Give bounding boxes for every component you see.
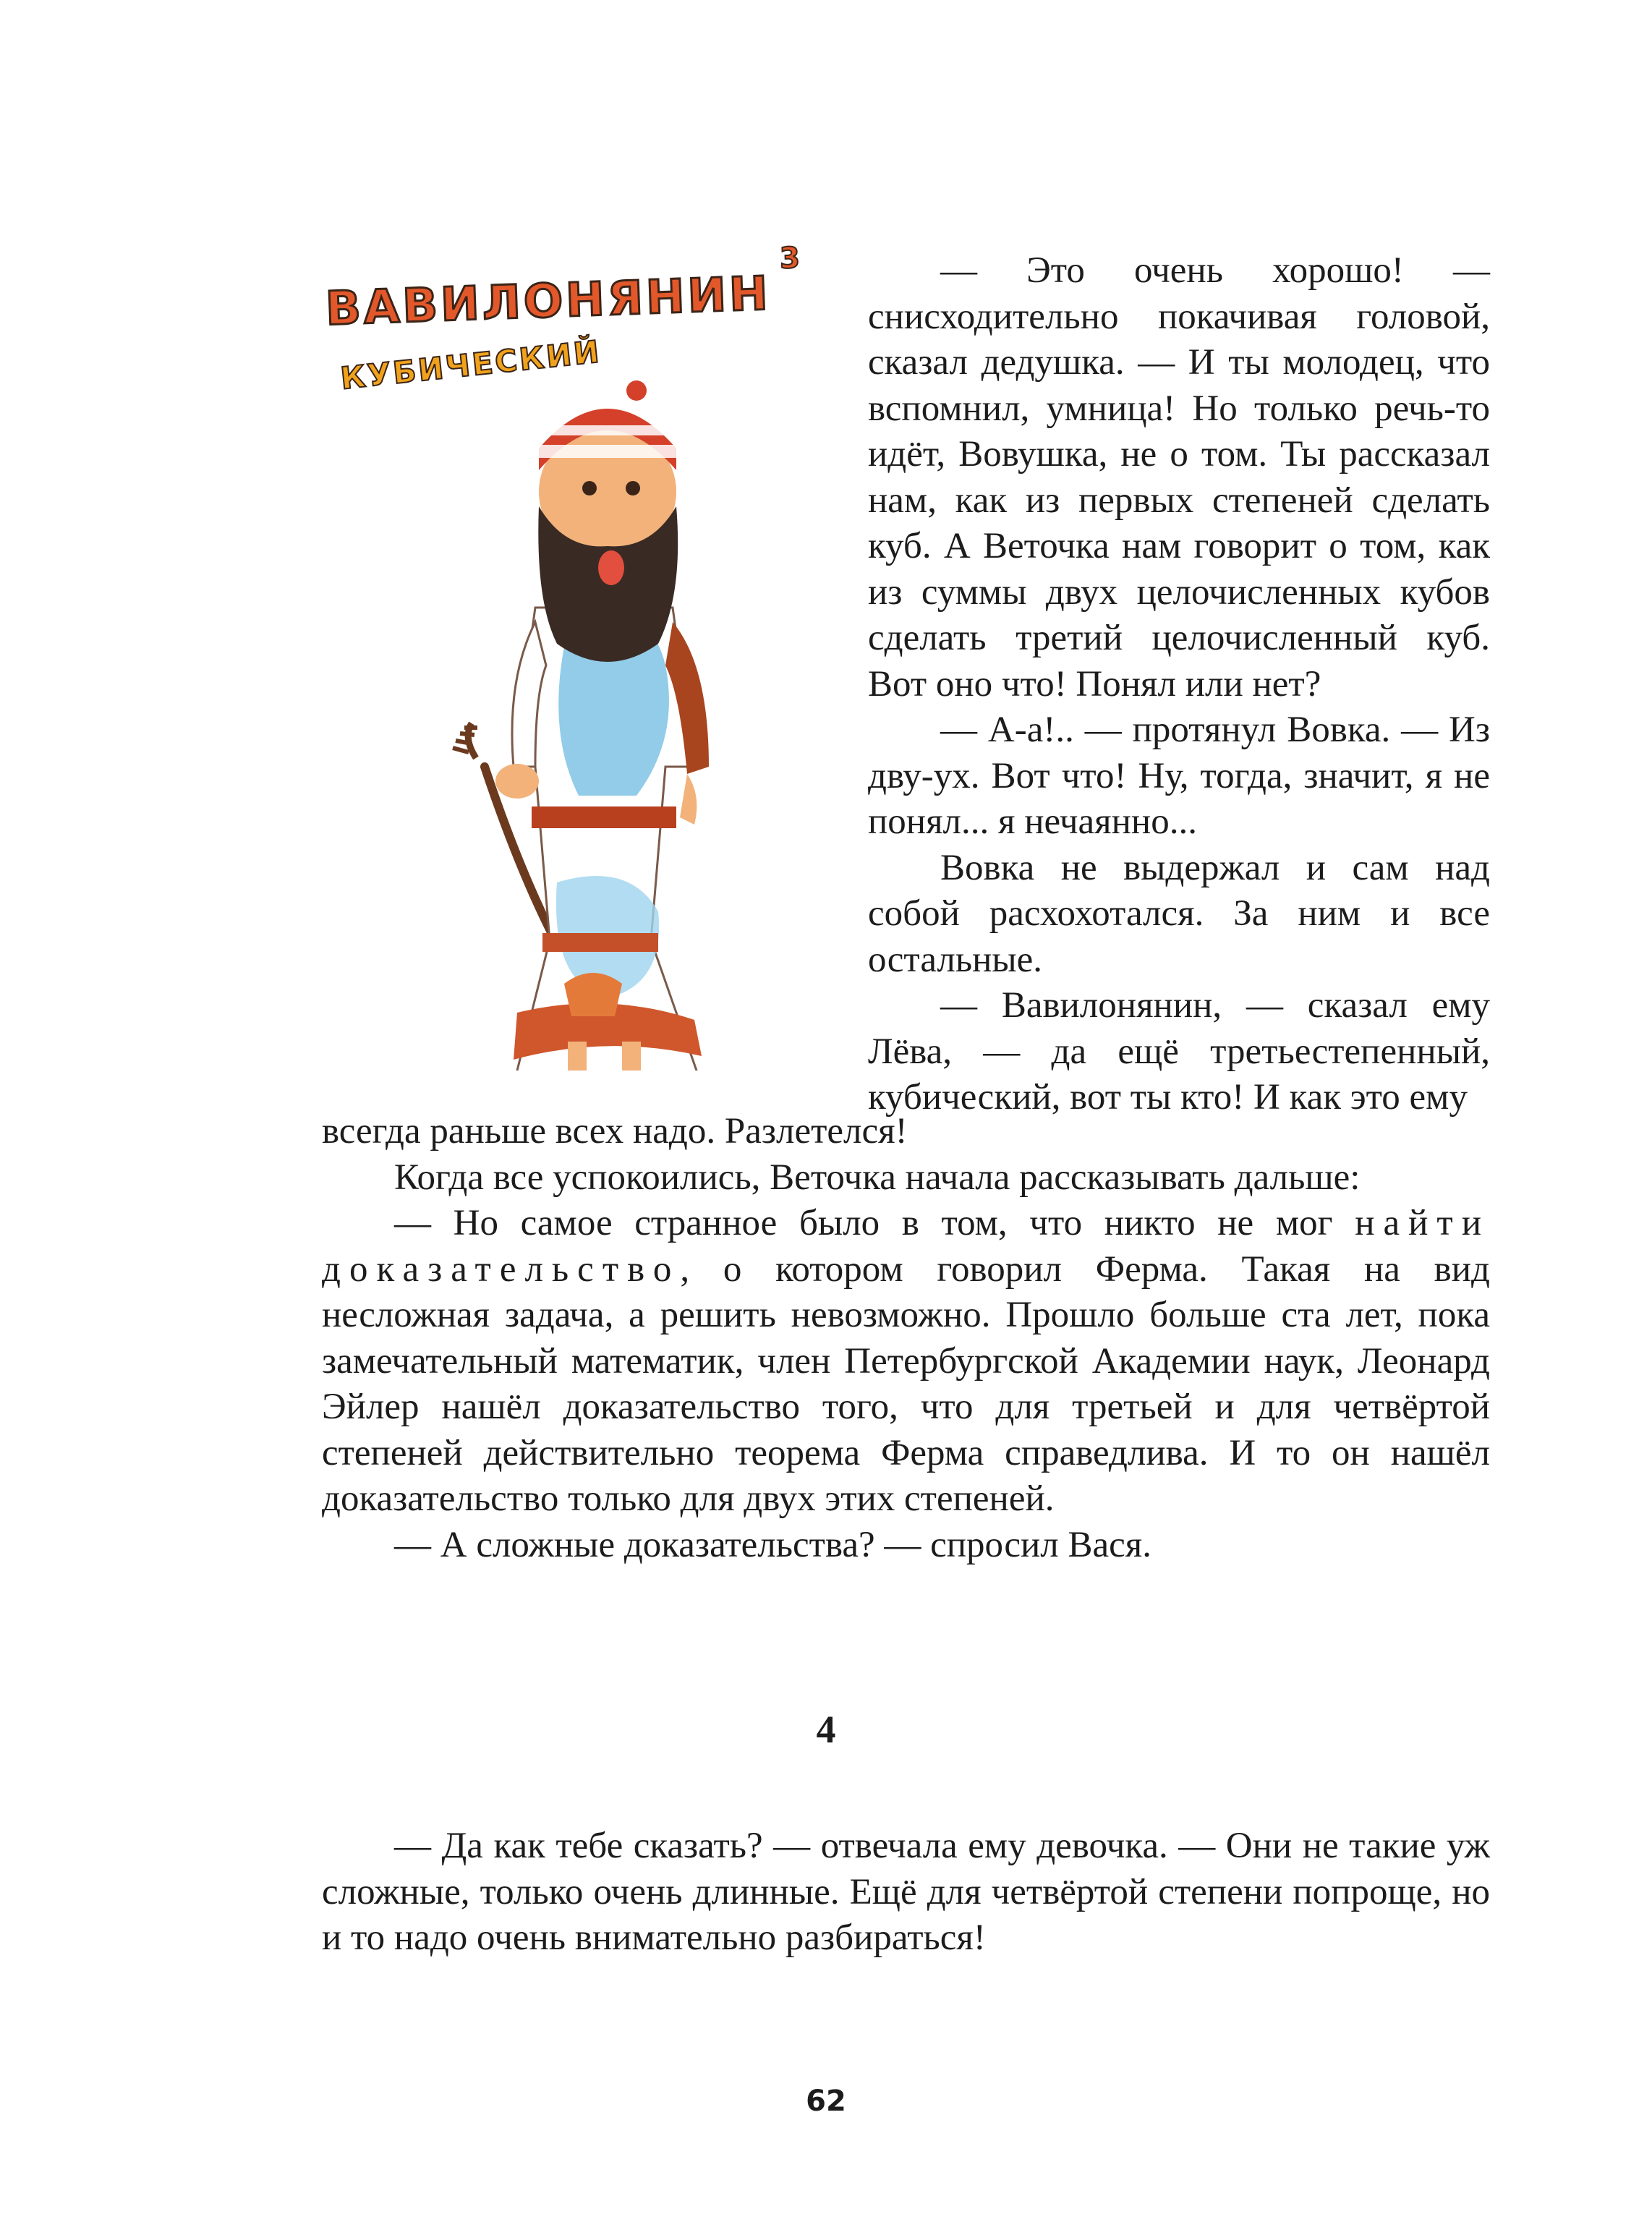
bottom-text [322,1823,1490,1962]
text-span: — Но самое странное было в том, что никто не мог [394,1203,1355,1243]
babylonian-illustration [311,239,803,1070]
right-column-text [868,248,1490,1121]
emphasized-text: найти доказательство [322,1203,1490,1290]
paragraph: Вовка не выдержал и сам над собой расхохотался. За ним и все остальные. [868,847,1490,980]
paragraph-continuation: всегда раньше всех надо. Разлетелся! [322,1111,908,1152]
babylonian-figure-drawing [391,362,796,1070]
chapter-number: 4 [816,1708,836,1751]
paragraph: — Да как тебе сказать? — отвечала ему девочка. — Они не такие уж сложные, только очень длинные. Ещё для четвёртой степени попроще, но и то надо очень внимательно разбираться! [322,1826,1490,1958]
illustration-title-superscript: 3 [779,241,804,276]
paragraph: Когда все успокоились, Веточка начала рассказывать дальше: [394,1157,1361,1198]
text-span: , о котором говорил Ферма. Такая на вид несложная задача, а решить невозможно. Прошло больше ста лет, пока замечательный математик, член Петербургской Академии наук, Леонард Эйлер нашёл доказательство того, что для третьей и для четвёртой степеней действительно теорема Ферма справедлива. И то он нашёл доказательство только для двух этих степеней. [322,1248,1490,1519]
page-number: 62 [806,2085,846,2118]
paragraph: — А-а!.. — протянул Вовка. — Из дву-ух. Вот что! Ну, тогда, значит, я не понял... я нечаянно... [868,710,1490,842]
main-text [322,1109,1490,1568]
paragraph: — Вавилонянин, — сказал ему Лёва, — да ещё третьестепенный, кубический, вот ты кто! И как это ему [868,985,1490,1118]
illustration-subtitle: КУБИЧЕСКИЙ [339,333,603,396]
paragraph: — Это очень хорошо! — снисходительно покачивая головой, сказал дедушка. — И ты молодец, что вспомнил, умница! Но только речь-то идёт, Вовушка, не о том. Ты рассказал нам, как из первых степеней сделать куб. А Веточка нам говорит о том, как из суммы двух целочисленных кубов сделать третий целочисленный куб. Вот оно что! Понял или нет? [868,250,1490,705]
paragraph: — А сложные доказательства? — спросил Вася. [394,1524,1151,1565]
illustration-title-text: ВАВИЛОНЯНИН [324,267,772,336]
illustration-title [324,241,804,336]
paragraph [322,1201,1490,1523]
